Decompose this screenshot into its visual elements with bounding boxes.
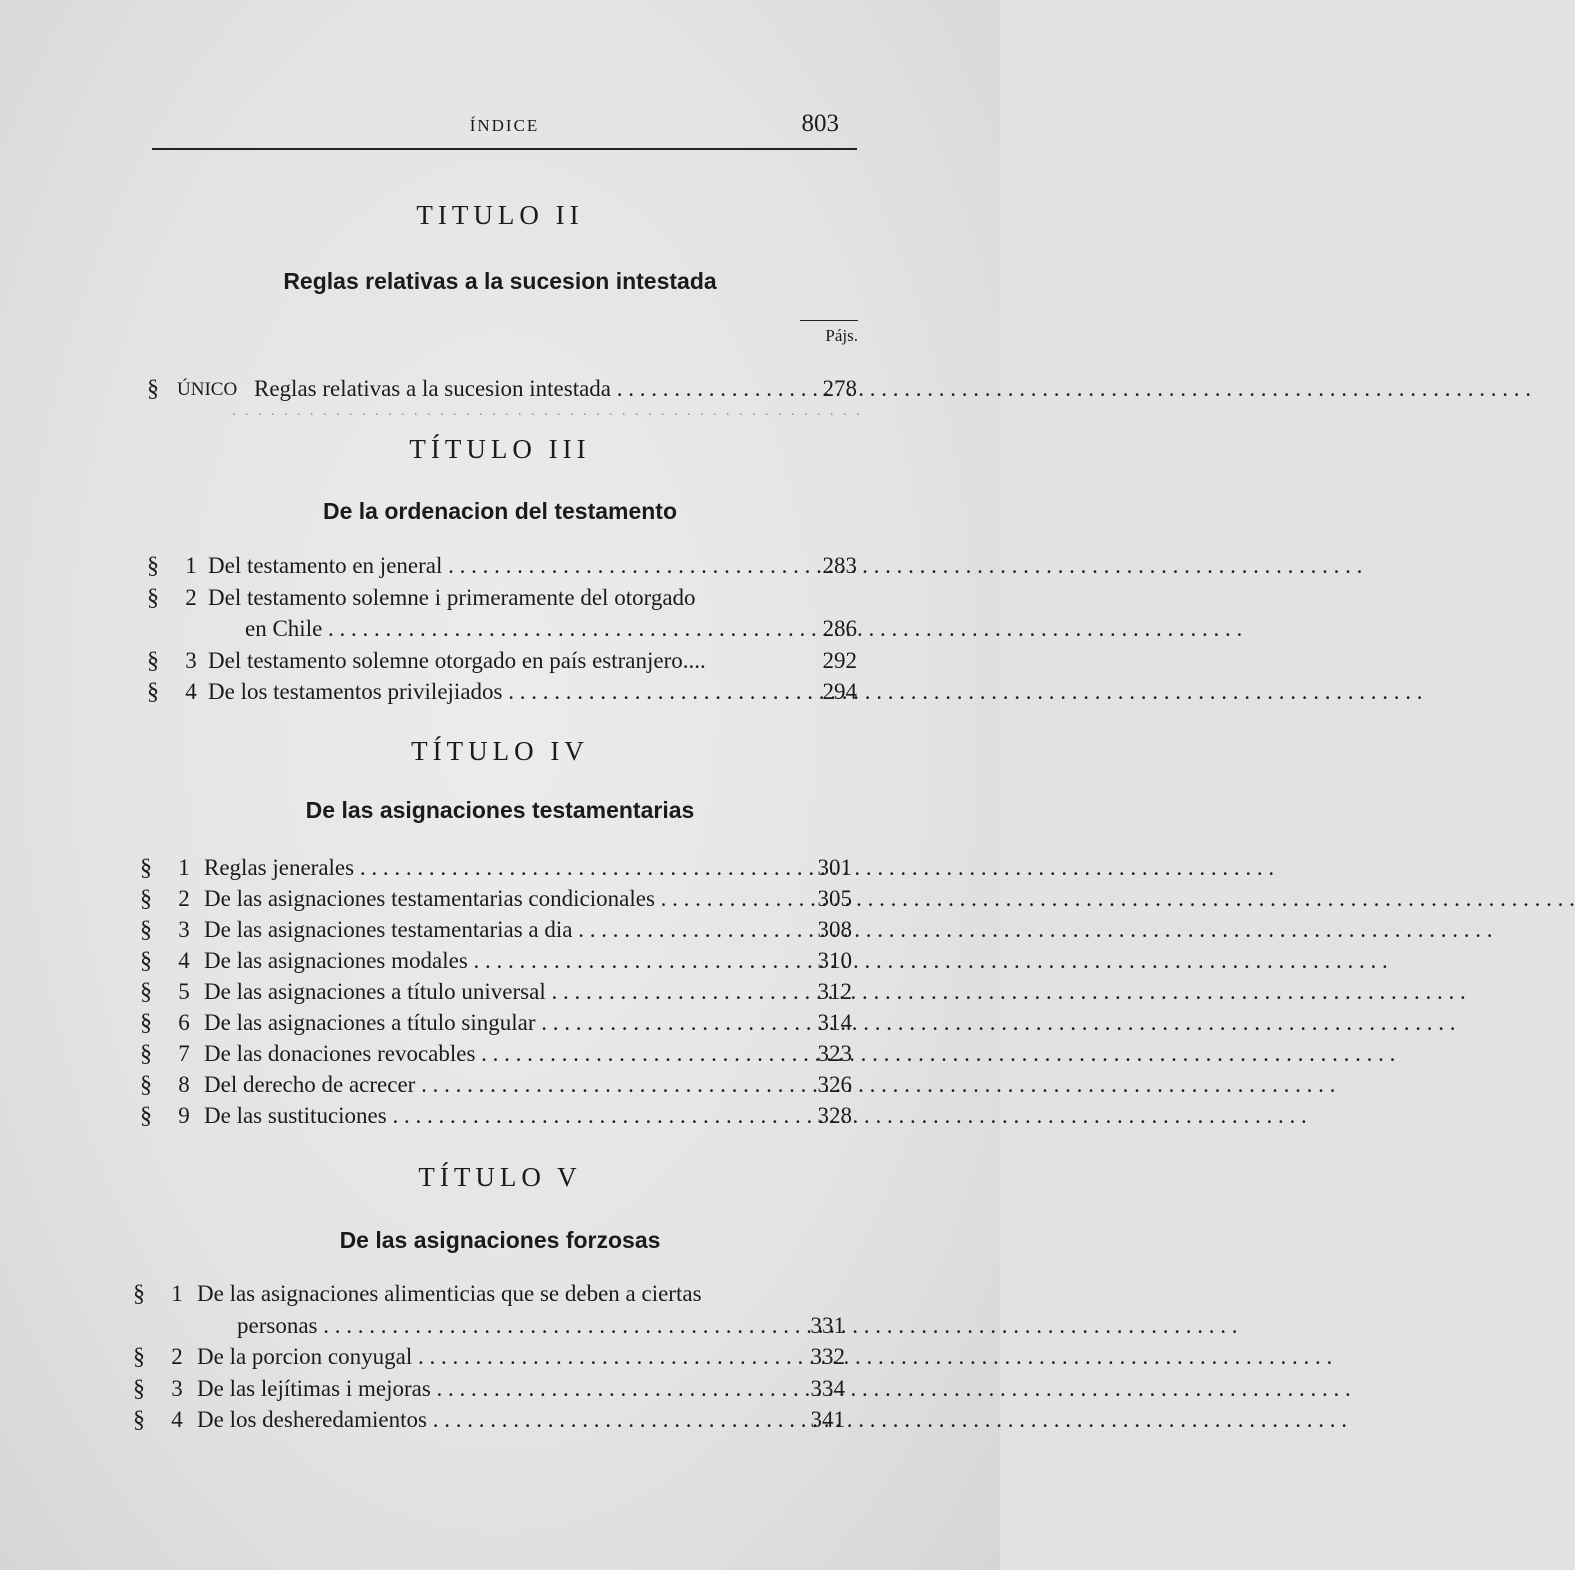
entry-text: De las asignaciones a título universal . . . bbox=[204, 977, 784, 1007]
toc-entry bbox=[147, 677, 857, 707]
titulo-iii-subtitle: De la ordenacion del testamento bbox=[322, 498, 678, 524]
section-symbol: § bbox=[140, 855, 152, 881]
entry-number: 2 bbox=[185, 585, 197, 610]
toc-entry bbox=[140, 1101, 852, 1131]
entry-page: 294 bbox=[822, 679, 857, 704]
section-symbol: § bbox=[140, 1010, 152, 1036]
entry-number: 2 bbox=[171, 1344, 183, 1369]
entry-text: De las sustituciones . . . bbox=[204, 1101, 784, 1131]
entry-page: 301 bbox=[817, 855, 852, 880]
toc-entry-unico bbox=[147, 374, 857, 404]
entry-number: 3 bbox=[178, 917, 190, 942]
entry-number: 3 bbox=[171, 1376, 183, 1401]
entry-text: De las asignaciones alimenticias que se deben a ciertas bbox=[197, 1281, 702, 1306]
entry-text: De los desheredamientos . . . bbox=[197, 1405, 775, 1435]
toc-entry bbox=[140, 884, 852, 914]
entry-number: 7 bbox=[178, 1041, 190, 1066]
toc-entry-continuation bbox=[147, 614, 857, 644]
section-symbol: § bbox=[140, 1041, 152, 1067]
toc-entry bbox=[140, 1070, 852, 1100]
toc-entry bbox=[133, 1405, 845, 1435]
section-symbol: § bbox=[147, 376, 159, 402]
titulo-v-heading: TÍTULO V bbox=[418, 1162, 582, 1192]
entry-page: 305 bbox=[817, 886, 852, 911]
entry-text: Del testamento solemne i primeramente del otorgado bbox=[208, 585, 696, 610]
entry-text: De las asignaciones modales . . . bbox=[204, 946, 784, 976]
entry-page: 308 bbox=[817, 917, 852, 942]
entry-page: 332 bbox=[810, 1344, 845, 1369]
toc-entry-continuation bbox=[133, 1311, 845, 1341]
section-symbol: § bbox=[140, 948, 152, 974]
entry-text: Del derecho de acrecer . . . bbox=[204, 1070, 784, 1100]
section-symbol: § bbox=[140, 979, 152, 1005]
entry-number: 2 bbox=[178, 886, 190, 911]
entry-text: De las donaciones revocables . . . bbox=[204, 1039, 784, 1069]
entry-text: Del testamento solemne otorgado en país estranjero.... bbox=[208, 648, 706, 673]
titulo-iv-heading: TÍTULO IV bbox=[411, 736, 589, 766]
entry-page: 292 bbox=[822, 648, 857, 673]
entry-number: ÚNICO bbox=[177, 379, 238, 400]
entry-page: 312 bbox=[817, 979, 852, 1004]
page-number: 803 bbox=[801, 110, 839, 137]
toc-entry bbox=[140, 915, 852, 945]
running-header bbox=[152, 110, 857, 142]
faint-dot-leader: . . . . . . . . . . . . . . . . . . . . . . . . . . . . . . . . . . . . . . . . . . . . . . . . . bbox=[232, 404, 863, 419]
entry-page: 278 bbox=[822, 376, 857, 401]
section-symbol: § bbox=[147, 679, 159, 705]
entry-page: 310 bbox=[817, 948, 852, 973]
pajs-label: Pájs. bbox=[825, 326, 858, 345]
entry-number: 1 bbox=[185, 553, 197, 578]
entry-text: De los testamentos privilejiados . . . bbox=[208, 677, 793, 707]
toc-entry bbox=[147, 646, 857, 676]
entry-number: 4 bbox=[171, 1407, 183, 1432]
entry-text: Reglas relativas a la sucesion intestada . . . bbox=[254, 374, 804, 404]
running-header-title: ÍNDICE bbox=[469, 116, 540, 135]
titulo-v-subtitle: De las asignaciones forzosas bbox=[339, 1227, 661, 1253]
entry-page: 314 bbox=[817, 1010, 852, 1035]
section-symbol: § bbox=[147, 553, 159, 579]
section-symbol: § bbox=[133, 1344, 145, 1370]
entry-page: 323 bbox=[817, 1041, 852, 1066]
section-symbol: § bbox=[140, 886, 152, 912]
entry-text-continuation: en Chile . . . bbox=[245, 614, 793, 644]
entry-page: 341 bbox=[810, 1407, 845, 1432]
entry-page: 328 bbox=[817, 1103, 852, 1128]
toc-entry bbox=[147, 551, 857, 581]
section-symbol: § bbox=[147, 648, 159, 674]
entry-number: 4 bbox=[178, 948, 190, 973]
toc-entry bbox=[140, 1039, 852, 1069]
section-symbol: § bbox=[140, 1103, 152, 1129]
entry-page: 334 bbox=[810, 1376, 845, 1401]
header-rule bbox=[152, 148, 857, 150]
entry-text: De las asignaciones testamentarias condicionales . . . bbox=[204, 884, 784, 914]
toc-entry bbox=[140, 946, 852, 976]
entry-number: 4 bbox=[185, 679, 197, 704]
section-symbol: § bbox=[147, 585, 159, 611]
entry-number: 1 bbox=[171, 1281, 183, 1306]
entry-text: De las asignaciones testamentarias a dia . . . bbox=[204, 915, 784, 945]
entry-page: 283 bbox=[822, 553, 857, 578]
toc-entry bbox=[133, 1279, 845, 1309]
toc-entry bbox=[147, 583, 857, 613]
entry-number: 8 bbox=[178, 1072, 190, 1097]
toc-entry bbox=[140, 1008, 852, 1038]
entry-number: 9 bbox=[178, 1103, 190, 1128]
entry-number: 6 bbox=[178, 1010, 190, 1035]
entry-text: Reglas jenerales . . . bbox=[204, 853, 784, 883]
entry-text: De la porcion conyugal . . . bbox=[197, 1342, 775, 1372]
section-symbol: § bbox=[133, 1376, 145, 1402]
pajs-rule bbox=[800, 320, 858, 321]
titulo-ii-heading: TITULO II bbox=[416, 200, 584, 230]
entry-number: 5 bbox=[178, 979, 190, 1004]
entry-text-continuation: personas . . . bbox=[237, 1311, 775, 1341]
titulo-iii-heading: TÍTULO III bbox=[409, 434, 591, 464]
entry-page: 286 bbox=[822, 616, 857, 641]
section-symbol: § bbox=[140, 1072, 152, 1098]
entry-text: Del testamento en jeneral . . . bbox=[208, 551, 793, 581]
entry-number: 3 bbox=[185, 648, 197, 673]
titulo-iv-subtitle: De las asignaciones testamentarias bbox=[305, 797, 695, 823]
entry-text: De las lejítimas i mejoras . . . bbox=[197, 1374, 775, 1404]
titulo-ii-subtitle: Reglas relativas a la sucesion intestada bbox=[283, 268, 717, 294]
toc-entry bbox=[133, 1374, 845, 1404]
toc-entry bbox=[140, 977, 852, 1007]
entry-text: De las asignaciones a título singular . . . bbox=[204, 1008, 784, 1038]
section-symbol: § bbox=[133, 1281, 145, 1307]
toc-entry bbox=[140, 853, 852, 883]
section-symbol: § bbox=[140, 917, 152, 943]
entry-page: 331 bbox=[810, 1313, 845, 1338]
entry-number: 1 bbox=[178, 855, 190, 880]
toc-entry bbox=[133, 1342, 845, 1372]
entry-page: 326 bbox=[817, 1072, 852, 1097]
section-symbol: § bbox=[133, 1407, 145, 1433]
